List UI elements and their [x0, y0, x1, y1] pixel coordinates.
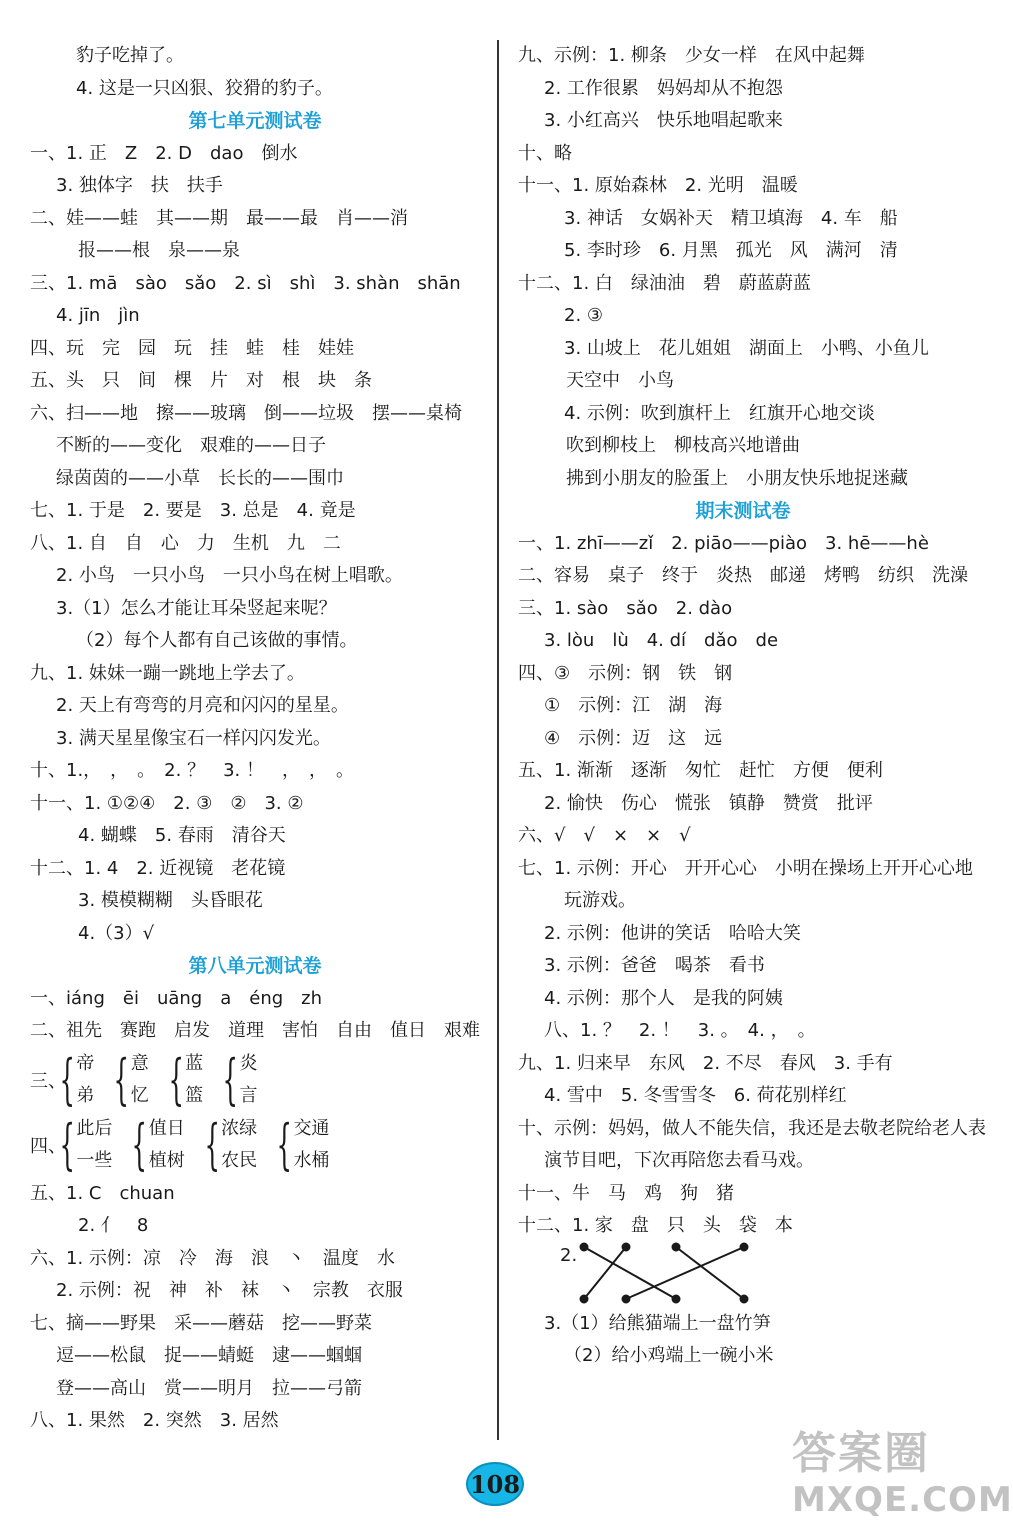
answer-line: 3. 模模糊糊 头昏眼花: [78, 890, 263, 911]
answer-line: 3. 小红高兴 快乐地唱起歌来: [544, 110, 783, 131]
answer-line: 3. 满天星星像宝石一样闪闪发光。: [56, 727, 331, 749]
match-dot: [581, 1295, 588, 1302]
matching-lines: [518, 1243, 968, 1308]
answer-line: 二、容易 桌子 终于 炎热 邮递 烤鸭 纺织 洗澡: [518, 565, 968, 586]
answer-line: 七、摘——野果 采——蘑菇 挖——野菜: [30, 1312, 372, 1334]
answer-line: 3.（1）怎么才能让耳朵竖起来呢？: [56, 597, 337, 619]
answer-line: 2. 亻 8: [78, 1215, 149, 1236]
answer-line: 4. 蝴蝶 5. 春雨 清谷天: [78, 825, 286, 846]
answer-line: 五、头 只 间 棵 片 对 根 块 条: [30, 370, 372, 391]
word-pair: { 此后 一些: [59, 1113, 113, 1176]
matching-diagram: [518, 1243, 968, 1308]
answer-line: 十一、1. 原始森林 2. 光明 温暖: [518, 175, 798, 196]
answer-line: 不断的——变化 艰难的——日子: [56, 435, 326, 456]
answer-line: 四、玩 完 园 玩 挂 蛙 桂 娃娃: [30, 337, 354, 359]
word-pair: { 炎 言: [222, 1048, 258, 1111]
brace-pairs-san: [30, 1048, 480, 1113]
pair-bottom: 弟: [76, 1085, 95, 1106]
column-divider: [497, 40, 499, 1440]
answer-line: （2）给小鸡端上一碗小米: [564, 1345, 774, 1366]
answer-line: 九、1. 妹妹一蹦一跳地上学去了。: [30, 662, 305, 684]
answer-line: 4. 示例：吹到旗杆上 红旗开心地交谈: [564, 402, 875, 424]
answer-line: 十一、牛 马 鸡 狗 猪: [518, 1182, 734, 1204]
answer-line: 4. 这是一只凶狠、狡猾的豹子。: [76, 77, 333, 99]
word-pair: { 蓝 篮: [168, 1048, 204, 1111]
matching-number: 2.: [560, 1244, 578, 1266]
answer-line: 4. 雪中 5. 冬雪雪冬 6. 荷花别样红: [544, 1085, 847, 1106]
answer-line: ④ 示例：迈 这 远: [544, 727, 723, 749]
pair-top: 意: [130, 1052, 149, 1074]
answer-line: 拂到小朋友的脸蛋上 小朋友快乐地捉迷藏: [566, 467, 908, 489]
match-dot: [741, 1243, 748, 1250]
answer-line: 逗——松鼠 捉——蜻蜓 逮——蝈蝈: [56, 1345, 362, 1366]
answer-line: 十一、1. ①②④ 2. ③ ② 3. ②: [30, 792, 304, 814]
answer-line: 3.（1）给熊猫端上一盘竹笋: [544, 1312, 771, 1334]
answer-line: 2. 天上有弯弯的月亮和闪闪的星星。: [56, 695, 349, 716]
answer-line: 4. 示例：那个人 是我的阿姨: [544, 987, 783, 1009]
answer-line: 二、娃——蛙 其——期 最——最 肖——消: [30, 207, 408, 229]
pair-top: 帝: [76, 1052, 95, 1074]
answer-line: 五、1. C chuan: [30, 1182, 175, 1204]
match-dot: [673, 1243, 680, 1250]
answer-line: 绿茵茵的——小草 长长的——围巾: [56, 467, 344, 489]
answer-line: 十、略: [518, 142, 572, 164]
answer-line: 一、1. 正 Z 2. D dao 倒水: [30, 142, 298, 164]
unit7-title: 第七单元测试卷: [188, 110, 322, 132]
left-column: [30, 40, 480, 1438]
answer-line: 2. ③: [564, 305, 604, 326]
answer-line: 十二、1. 家 盘 只 头 袋 本: [518, 1215, 793, 1236]
answer-line: 2. 示例：他讲的笑话 哈哈大笑: [544, 922, 801, 944]
answer-line: 十二、1. 4 2. 近视镜 老花镜: [30, 857, 286, 879]
match-dot: [581, 1243, 588, 1250]
answer-line: 玩游戏。: [564, 890, 636, 911]
pair-top: 交通: [293, 1117, 330, 1139]
pair-top: 值日: [148, 1117, 185, 1139]
answer-line: 八、1. ？ 2. ！ 3. 。 4. ， 。: [544, 1020, 816, 1041]
answer-line: 5. 李时珍 6. 月黑 孤光 风 满河 清: [564, 240, 898, 261]
answer-line: 六、1. 示例：凉 冷 海 浪 丶 温度 水: [30, 1247, 395, 1269]
answer-line: 二、祖先 赛跑 启发 道理 害怕 自由 值日 艰难: [30, 1020, 480, 1041]
answer-line: 2. 示例：祝 神 补 袜 丶 宗教 衣服: [56, 1280, 403, 1301]
match-dot: [623, 1295, 630, 1302]
brace-row-label: 四、: [30, 1136, 66, 1157]
word-pair: { 帝 弟: [59, 1048, 95, 1111]
match-line: [584, 1247, 626, 1299]
answer-line: 五、1. 渐渐 逐渐 匆忙 赶忙 方便 便利: [518, 760, 883, 781]
pair-top: 炎: [239, 1052, 258, 1074]
right-column: [518, 40, 986, 1373]
watermark-url: MXQE.COM: [792, 1480, 1013, 1520]
pair-bottom: 水桶: [293, 1150, 330, 1171]
page-number-badge: 108: [466, 1462, 524, 1506]
answer-line: 四、③ 示例：钢 铁 钢: [518, 662, 733, 684]
answer-line: 七、1. 示例：开心 开开心心 小明在操场上开开心心地: [518, 857, 973, 879]
answer-line: 3. 山坡上 花儿姐姐 湖面上 小鸭、小鱼儿: [564, 337, 929, 359]
answer-line: 演节目吧，下次再陪您去看马戏。: [544, 1150, 814, 1171]
word-pair: { 浓绿 农民: [204, 1113, 258, 1176]
answer-line: 一、iáng ēi uāng a éng zh: [30, 987, 323, 1009]
match-line: [584, 1247, 676, 1299]
pair-bottom: 植树: [148, 1150, 185, 1171]
answer-line: 吹到柳枝上 柳枝高兴地谱曲: [566, 435, 800, 456]
answer-line: （2）每个人都有自己该做的事情。: [76, 630, 358, 651]
pair-bottom: 忆: [130, 1085, 149, 1106]
final-exam-title: 期末测试卷: [695, 500, 791, 522]
answer-line: 3. 神话 女娲补天 精卫填海 4. 车 船: [564, 207, 898, 229]
answer-line: 2. 愉快 伤心 慌张 镇静 赞赏 批评: [544, 792, 873, 814]
pair-bottom: 农民: [221, 1150, 258, 1171]
watermark-logo-text: 答案圈: [792, 1428, 930, 1479]
answer-line: 六、√ √ × × √: [518, 825, 691, 846]
answer-line: 4.（3）√: [78, 922, 155, 944]
word-pair: { 意 忆: [113, 1048, 149, 1111]
pair-top: 浓绿: [221, 1117, 258, 1139]
match-dot: [741, 1295, 748, 1302]
answer-line: 十二、1. 白 绿油油 碧 蔚蓝蔚蓝: [518, 272, 811, 294]
answer-line: 三、1. sào sǎo 2. dào: [518, 597, 733, 619]
answer-line: 七、1. 于是 2. 要是 3. 总是 4. 竟是: [30, 500, 356, 521]
answer-line: 登——高山 赏——明月 拉——弓箭: [56, 1377, 362, 1399]
pair-top: 此后: [76, 1117, 113, 1139]
answer-line: 六、扫——地 擦——玻璃 倒——垃圾 摆——桌椅: [30, 402, 462, 424]
brace-row-label: 三、: [30, 1071, 66, 1092]
answer-line: 十、1.， ， 。 2. ？ 3. ！ ， ， 。: [30, 760, 354, 781]
answer-line: 一、1. zhī——zǐ 2. piāo——piào 3. hē——hè: [518, 532, 929, 554]
answer-line: 4. jīn jìn: [56, 305, 140, 326]
unit8-title: 第八单元测试卷: [188, 955, 322, 977]
answer-line: 八、1. 自 自 心 力 生机 九 二: [30, 532, 341, 554]
word-pair: { 交通 水桶: [276, 1113, 330, 1176]
pair-top: 蓝: [185, 1052, 204, 1074]
answer-line: 九、1. 归来早 东风 2. 不尽 春风 3. 手有: [518, 1052, 893, 1074]
match-dot: [623, 1243, 630, 1250]
answer-line: 3. lòu lù 4. dí dǎo de: [544, 630, 779, 651]
pair-bottom: 篮: [185, 1085, 204, 1106]
answer-line: ① 示例：江 湖 海: [544, 695, 723, 716]
answer-line: 报——根 泉——泉: [78, 240, 240, 261]
answer-line: 天空中 小鸟: [566, 370, 674, 391]
answer-line: 3. 独体字 扶 扶手: [56, 175, 223, 196]
answer-line: 八、1. 果然 2. 突然 3. 居然: [30, 1410, 279, 1431]
answer-line: 2. 工作很累 妈妈却从不抱怨: [544, 77, 783, 99]
answer-line: 十、示例：妈妈，做人不能失信，我还是去敬老院给老人表: [518, 1117, 986, 1139]
match-dot: [673, 1295, 680, 1302]
answer-line: 3. 示例：爸爸 喝茶 看书: [544, 955, 765, 976]
answer-line: 豹子吃掉了。: [76, 45, 184, 66]
pair-bottom: 一些: [76, 1150, 113, 1171]
pair-bottom: 言: [239, 1085, 258, 1106]
watermark: [792, 1428, 1013, 1532]
answer-line: 三、1. mā sào sǎo 2. sì shì 3. shàn shān: [30, 272, 461, 294]
answer-line: 九、示例：1. 柳条 少女一样 在风中起舞: [518, 45, 865, 66]
answer-line: 2. 小鸟 一只小鸟 一只小鸟在树上唱歌。: [56, 565, 403, 586]
word-pair: { 值日 植树: [131, 1113, 185, 1176]
brace-pairs-si: [30, 1113, 480, 1178]
